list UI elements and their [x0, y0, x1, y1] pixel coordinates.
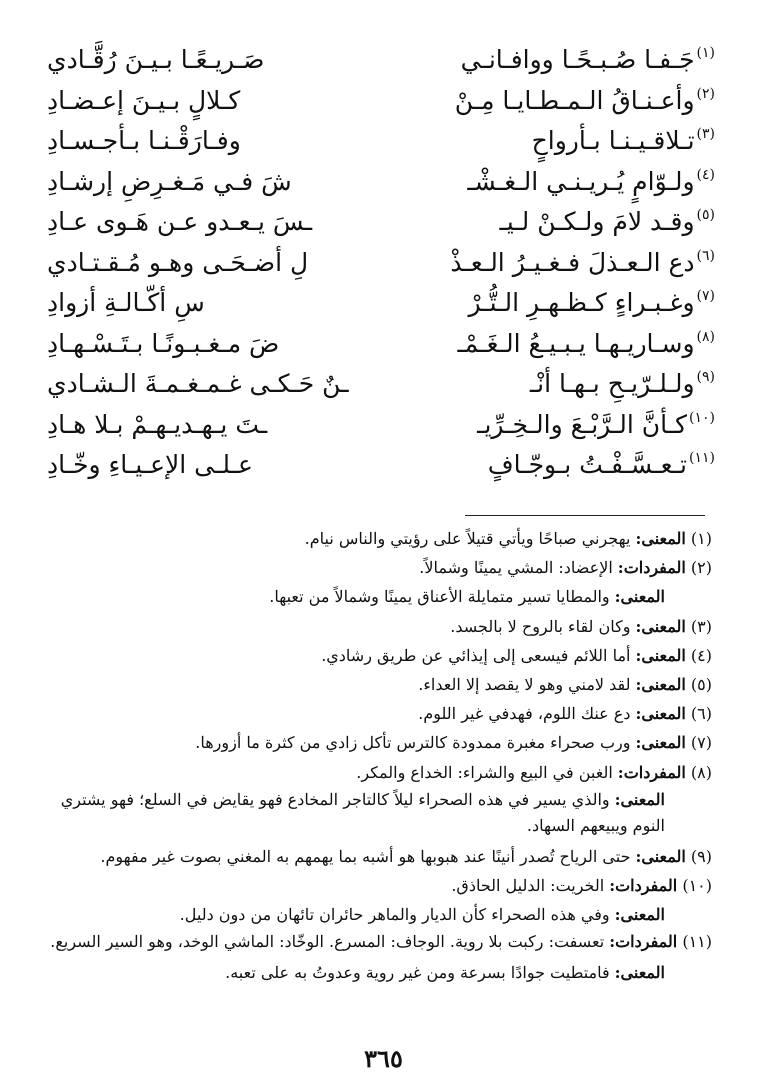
footnote: (١) المعنى:يهجرني صباحًا ويأتي قتيلاً على رؤيتي والناس نيام. [304, 529, 712, 548]
verse-line [47, 283, 715, 324]
first-hemistich: (٥) وقـد لامَ ولـكـنْ لـيـ [415, 202, 715, 246]
first-hemistich: (١) جَـفـا صُـبـحًـا ووافـانـي [415, 40, 715, 84]
verse-line [47, 40, 715, 81]
first-hemistich: (٨) وسـاريـهـا يـبـيـعُ الـغَـمْـ [415, 324, 715, 368]
footnote-separator [465, 515, 705, 516]
footnote-label: المفردات: [617, 558, 686, 578]
footnote-label: المعنى: [614, 587, 665, 607]
verse-line [47, 243, 715, 284]
footnote-ref: (٦) [696, 247, 715, 264]
footnote: (٢) المفردات:الإعضاد: المشي يمينًا وشمالاً. [419, 558, 712, 578]
second-hemistich: ـتَ يـهـديـهـمْ بـلا هـادِ [47, 409, 268, 439]
footnote: المعنى:فامتطيت جوادًا بسرعة ومن غير روية وعدوتُ به على تعبه. [225, 963, 665, 983]
second-hemistich: لِ أضـحَـى وهـو مُـقـتـادي [47, 247, 309, 277]
footnote-label: المعنى: [614, 789, 665, 809]
footnote-label: المعنى: [614, 905, 665, 925]
footnote-ref: (١) [696, 45, 715, 61]
footnote: (٩) المعنى:حتى الرياح تُصدر أنينًا عند هبوبها هو أشبه بما يهمهم به المغني بصوت غير مفهوم. [100, 846, 712, 866]
second-hemistich: كـلالٍ بـيـنَ إعـضـادِ [47, 85, 241, 115]
first-hemistich: (٢) وأعـنـاقُ الـمـطـايـا مِـنْ [415, 81, 715, 125]
second-hemistich: شَ فـي مَـغـرِضِ إرشـادِ [47, 166, 292, 196]
footnotes [42, 524, 712, 988]
footnote: (٤) المعنى:أما اللائم فيسعى إلى إيذائي عن طريق رشادي. [321, 645, 712, 665]
footnote: (٣) المعنى:وكان لقاء بالروح لا بالجسد. [450, 616, 712, 636]
footnote-label: المعنى: [635, 645, 686, 665]
verse-line [47, 445, 715, 486]
first-hemistich: (٣) تـلاقـيـنـا بـأرواحٍ [415, 121, 715, 165]
verse-line [47, 162, 715, 203]
verse-line [47, 364, 715, 405]
first-hemistich: (١٠) كـأنَّ الـرَّبْـعَ والـخِـرِّيـ [415, 405, 715, 449]
verse-line [47, 121, 715, 162]
footnote-ref: (٧) [696, 288, 715, 304]
second-hemistich: ضَ مـغـبـونًـا بـتَـسْـهـادِ [47, 328, 280, 358]
footnote: (٨) المفردات:الغبن في البيع والشراء: الخداع والمكر. [356, 762, 712, 782]
footnote-label: المعنى: [635, 704, 686, 724]
footnote-label: المعنى: [635, 846, 686, 866]
verse-line [47, 202, 715, 243]
footnote-ref: (٥) [696, 207, 715, 223]
page-number: ٣٦٥ [364, 1044, 403, 1073]
footnote-label: المعنى: [614, 963, 665, 983]
second-hemistich: صَـريـعًـا بـيـنَ رُقَّـادي [47, 45, 265, 74]
footnote-ref: (١١) [689, 450, 715, 466]
footnote: المعنى:والذي يسير في هذه الصحراء ليلاً كالتاجر المخادع فهو يقايض في السلع؛ فهو يشتري النوم ويبيعهم السهاد. [60, 789, 665, 835]
footnote-label: المعنى: [635, 529, 686, 548]
first-hemistich: (٦) دع الـعـذلَ فـغـيـرُ الـعـذْ [415, 243, 715, 287]
footnote-ref: (١٠) [689, 409, 715, 426]
second-hemistich: عـلـى الإعـيـاءِ وخّـادِ [47, 450, 253, 479]
footnote-label: المفردات: [609, 876, 678, 896]
second-hemistich: ـسَ يـعـدو عـن هَـوى عـادِ [47, 207, 313, 236]
first-hemistich: (٩) ولـلـرّيـحِ بـهـا أنْـ [415, 364, 715, 408]
footnote-ref: (٩) [696, 369, 715, 385]
footnote-ref: (٨) [696, 328, 715, 345]
footnote: (١١) المفردات:تعسفت: ركبت بلا روية. الوجاف: المسرع. الوخّاد: الماشي الوخد، وهو السير السريع. [50, 932, 712, 952]
footnote-label: المعنى: [635, 616, 686, 636]
footnote: (١٠) المفردات:الخريت: الدليل الحاذق. [451, 876, 712, 896]
footnote-label: المعنى: [635, 733, 686, 753]
verse-line [47, 324, 715, 365]
second-hemistich: ـنٌ حَـكـى غـمـغـمـةَ الـشـادي [47, 369, 349, 398]
verse-line [47, 405, 715, 446]
footnote-label: المعنى: [635, 675, 686, 695]
first-hemistich: (٤) ولـوّامٍ يُـريـنـي الـغـشْـ [415, 162, 715, 206]
first-hemistich: (١١) تـعـسَّـفْـتُ بـوجّـافٍ [415, 445, 715, 489]
poem-verses [47, 40, 715, 486]
first-hemistich: (٧) وغـبـراءٍ كـظـهـرِ الـتُّـرْ [415, 283, 715, 327]
verse-line [47, 81, 715, 122]
footnote-ref: (٢) [696, 85, 715, 102]
footnote: المعنى:وفي هذه الصحراء كأن الديار والماهر حائران تائهان من دون دليل. [179, 905, 665, 925]
footnote: (٥) المعنى:لقد لامني وهو لا يقصد إلا العداء. [418, 675, 712, 695]
footnote-label: المفردات: [617, 762, 686, 782]
footnote-label: المفردات: [609, 932, 678, 952]
footnote: المعنى:والمطايا تسير متمايلة الأعناق يمينًا وشمالاً من تعبها. [269, 587, 665, 607]
footnote-ref: (٤) [696, 166, 715, 183]
footnote-ref: (٣) [696, 126, 715, 142]
footnote: (٦) المعنى:دع عنك اللوم، فهدفي غير اللوم. [418, 704, 712, 724]
footnote: (٧) المعنى:ورب صحراء مغبرة ممدودة كالترس تأكل زادي من كثرة ما أزورها. [195, 733, 712, 753]
second-hemistich: سِ أكّـالـةِ أزوادِ [47, 288, 205, 317]
second-hemistich: وفـارَقْـنـا بـأجـسـادِ [47, 126, 241, 155]
